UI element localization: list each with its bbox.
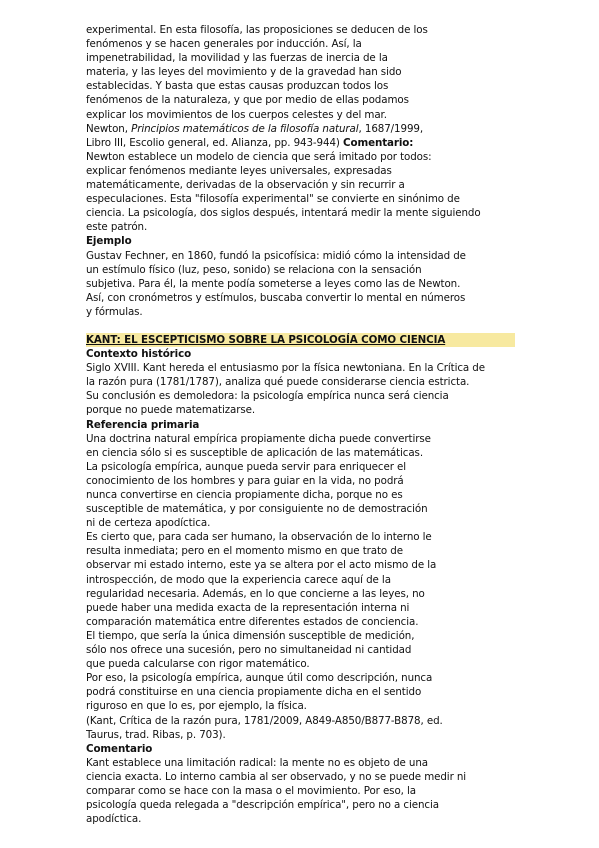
ejemplo-block (86, 249, 526, 319)
text-line: Newton establece un modelo de ciencia que será imitado por todos: (86, 150, 432, 163)
text-line: en ciencia sólo si es susceptible de aplicación de las matemáticas. (86, 446, 423, 459)
text-line: especulaciones. Esta "filosofía experimental" se convierte en sinónimo de (86, 193, 460, 206)
text-column (86, 23, 526, 826)
comentario-2-heading: Comentario (86, 742, 153, 755)
section-title-line (86, 333, 526, 347)
text-line: este patrón. (86, 221, 148, 234)
comentario-label: Comentario: (343, 136, 414, 149)
text-line: fenómenos y se hacen generales por inducción. Así, la (86, 38, 362, 51)
text-line: El tiempo, que sería la única dimensión susceptible de medición, (86, 629, 415, 642)
text-line: (Kant, Crítica de la razón pura, 1781/2009, A849-A850/B877-B878, ed. (86, 714, 443, 727)
text-line: subjetiva. Para él, la mente podía someterse a leyes como las de Newton. (86, 277, 461, 290)
comentario-2-block (86, 756, 526, 826)
text-line: nunca convertirse en ciencia propiamente dicha, porque no es (86, 489, 403, 501)
text-line: Siglo XVIII. Kant hereda el entusiasmo por la física newtoniana. En la Crítica de (86, 362, 485, 375)
text-line: podrá constituirse en una ciencia propiamente dicha en el sentido (86, 686, 422, 699)
text-line: un estímulo físico (luz, peso, sonido) se relaciona con la sensación (86, 263, 422, 276)
text-line: Así, con cronómetros y estímulos, buscaba convertir lo mental en números (86, 291, 466, 304)
text-line: matemáticamente, derivadas de la observación y sin recurrir a (86, 179, 405, 192)
text-line: Kant establece una limitación radical: la mente no es objeto de una (86, 756, 428, 769)
citation-line (86, 122, 526, 136)
text-line: conocimiento de los hombres y para guiar en la vida, no podrá (86, 474, 404, 487)
text-line: fenómenos de la naturaleza, y que por medio de ellas podamos (86, 94, 409, 107)
referencia-heading: Referencia primaria (86, 418, 200, 431)
text-line: explicar fenómenos mediante leyes universales, expresadas (86, 164, 392, 177)
text-line: ni de certeza apodíctica. (86, 517, 211, 530)
text-line: porque no puede matematizarse. (86, 404, 256, 417)
citation-source: Libro III, Escolio general, ed. Alianza, pp. 943-944) (86, 136, 340, 149)
comentario-1-block (86, 150, 526, 235)
text-line: psicología queda relegada a "descripción empírica", pero no a ciencia (86, 799, 439, 812)
text-line: Su conclusión es demoledora: la psicología empírica nunca será ciencia (86, 390, 449, 403)
text-line: que pueda calcularse con rigor matemático. (86, 658, 310, 671)
text-line: resulta inmediata; pero en el momento mismo en que trato de (86, 545, 403, 558)
text-line: ciencia. La psicología, dos siglos después, intentará medir la mente siguiendo (86, 207, 481, 220)
referencia-block (86, 432, 526, 742)
text-line: observar mi estado interno, este ya se altera por el acto mismo de la (86, 559, 437, 572)
contexto-block (86, 361, 526, 417)
text-line: explicar los movimientos de los cuerpos celestes y del mar. (86, 108, 387, 121)
text-line: la razón pura (1781/1787), analiza qué puede considerarse ciencia estricta. (86, 376, 470, 389)
section-title: KANT: EL ESCEPTICISMO SOBRE LA PSICOLOGÍA COMO CIENCIA (86, 333, 515, 347)
citation-line-2 (86, 136, 526, 150)
text-line: regularidad necesaria. Además, en lo que concierne a las leyes, no (86, 587, 425, 600)
text-line: Taurus, trad. Ribas, p. 703). (86, 728, 226, 741)
text-line: comparación matemática entre diferentes estados de conciencia. (86, 615, 419, 628)
text-line: puede haber una medida exacta de la representación interna ni (86, 601, 410, 614)
text-line: ciencia exacta. Lo interno cambia al ser observado, y no se puede medir ni (86, 770, 467, 783)
citation-author: Newton, (86, 122, 128, 135)
text-line: establecidas. Y basta que estas causas produzcan todos los (86, 80, 389, 93)
citation-title: Principios matemáticos de la filosofía natural (131, 122, 359, 135)
text-line: impenetrabilidad, la movilidad y las fuerzas de inercia de la (86, 52, 388, 65)
section-gap (86, 319, 526, 333)
text-line: riguroso en que lo es, por ejemplo, la física. (86, 700, 307, 713)
newton-quote-block (86, 23, 526, 122)
ejemplo-heading: Ejemplo (86, 235, 132, 248)
contexto-heading: Contexto histórico (86, 348, 192, 361)
text-line: materia, y las leyes del movimiento y de la gravedad han sido (86, 66, 402, 79)
text-line: sólo nos ofrece una sucesión, pero no simultaneidad ni cantidad (86, 644, 412, 657)
text-line: experimental. En esta filosofía, las proposiciones se deducen de los (86, 24, 428, 36)
text-line: y fórmulas. (86, 305, 143, 318)
text-line: susceptible de matemática, y por consiguiente no de demostración (86, 503, 428, 516)
text-line: apodíctica. (86, 813, 142, 826)
citation-tail: , 1687/1999, (358, 122, 424, 135)
text-line: Por eso, la psicología empírica, aunque útil como descripción, nunca (86, 672, 433, 685)
text-line: Es cierto que, para cada ser humano, la observación de lo interno le (86, 531, 432, 544)
text-line: comparar como se hace con la masa o el movimiento. Por eso, la (86, 784, 416, 797)
text-line: La psicología empírica, aunque pueda servir para enriquecer el (86, 460, 407, 473)
text-line: Una doctrina natural empírica propiamente dicha puede convertirse (86, 432, 431, 445)
text-line: Gustav Fechner, en 1860, fundó la psicofísica: midió cómo la intensidad de (86, 249, 466, 262)
text-line: introspección, de modo que la experiencia carece aquí de la (86, 573, 391, 586)
